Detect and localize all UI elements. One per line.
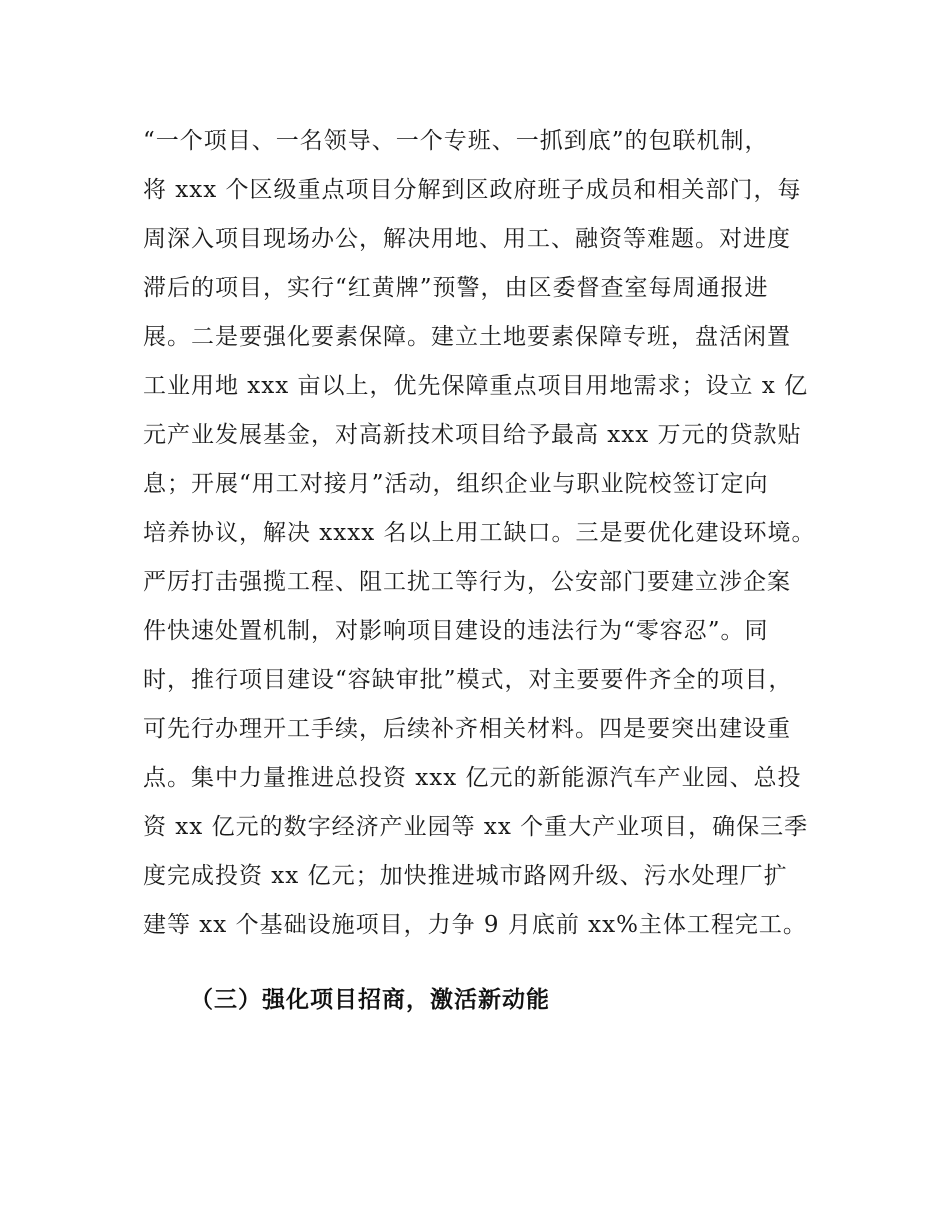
paragraph-line: 时，推行项目建设“容缺审批”模式，对主要要件齐全的项目， (143, 667, 793, 693)
paragraph-line: 资 xx 亿元的数字经济产业园等 xx 个重大产业项目，确保三季 (143, 814, 809, 840)
paragraph-line: 可先行办理开工手续，后续补齐相关材料。四是要突出建设重 (143, 716, 791, 742)
paragraph-line: 点。集中力量推进总投资 xxx 亿元的新能源汽车产业园、总投 (143, 765, 802, 791)
paragraph-line: 工业用地 xxx 亩以上，优先保障重点项目用地需求；设立 x 亿 (143, 373, 809, 399)
paragraph-line: 展。二是要强化要素保障。建立土地要素保障专班，盘活闲置 (143, 324, 791, 350)
section-heading: （三）强化项目招商，激活新动能 (190, 987, 550, 1013)
paragraph-line: 将 xxx 个区级重点项目分解到区政府班子成员和相关部门，每 (143, 177, 802, 203)
paragraph-line: 滞后的项目，实行“红黄牌”预警，由区委督查室每周通报进 (143, 275, 769, 301)
paragraph-line: 周深入项目现场办公，解决用地、用工、融资等难题。对进度 (143, 226, 791, 252)
paragraph-line: 件快速处置机制，对影响项目建设的违法行为“零容忍”。同 (143, 618, 769, 644)
paragraph-line: 建等 xx 个基础设施项目，力争 9 月底前 xx%主体工程完工。 (143, 912, 807, 938)
paragraph-line: 元产业发展基金，对高新技术项目给予最高 xxx 万元的贷款贴 (143, 422, 802, 448)
paragraph-line: 培养协议，解决 xxxx 名以上用工缺口。三是要优化建设环境。 (143, 520, 816, 546)
paragraph-line: 息；开展“用工对接月”活动，组织企业与职业院校签订定向 (143, 471, 769, 497)
paragraph-line: “一个项目、一名领导、一个专班、一抓到底”的包联机制， (143, 128, 769, 154)
paragraph-line: 严厉打击强揽工程、阻工扰工等行为，公安部门要建立涉企案 (143, 569, 791, 595)
paragraph-line: 度完成投资 xx 亿元；加快推进城市路网升级、污水处理厂扩 (143, 863, 788, 889)
